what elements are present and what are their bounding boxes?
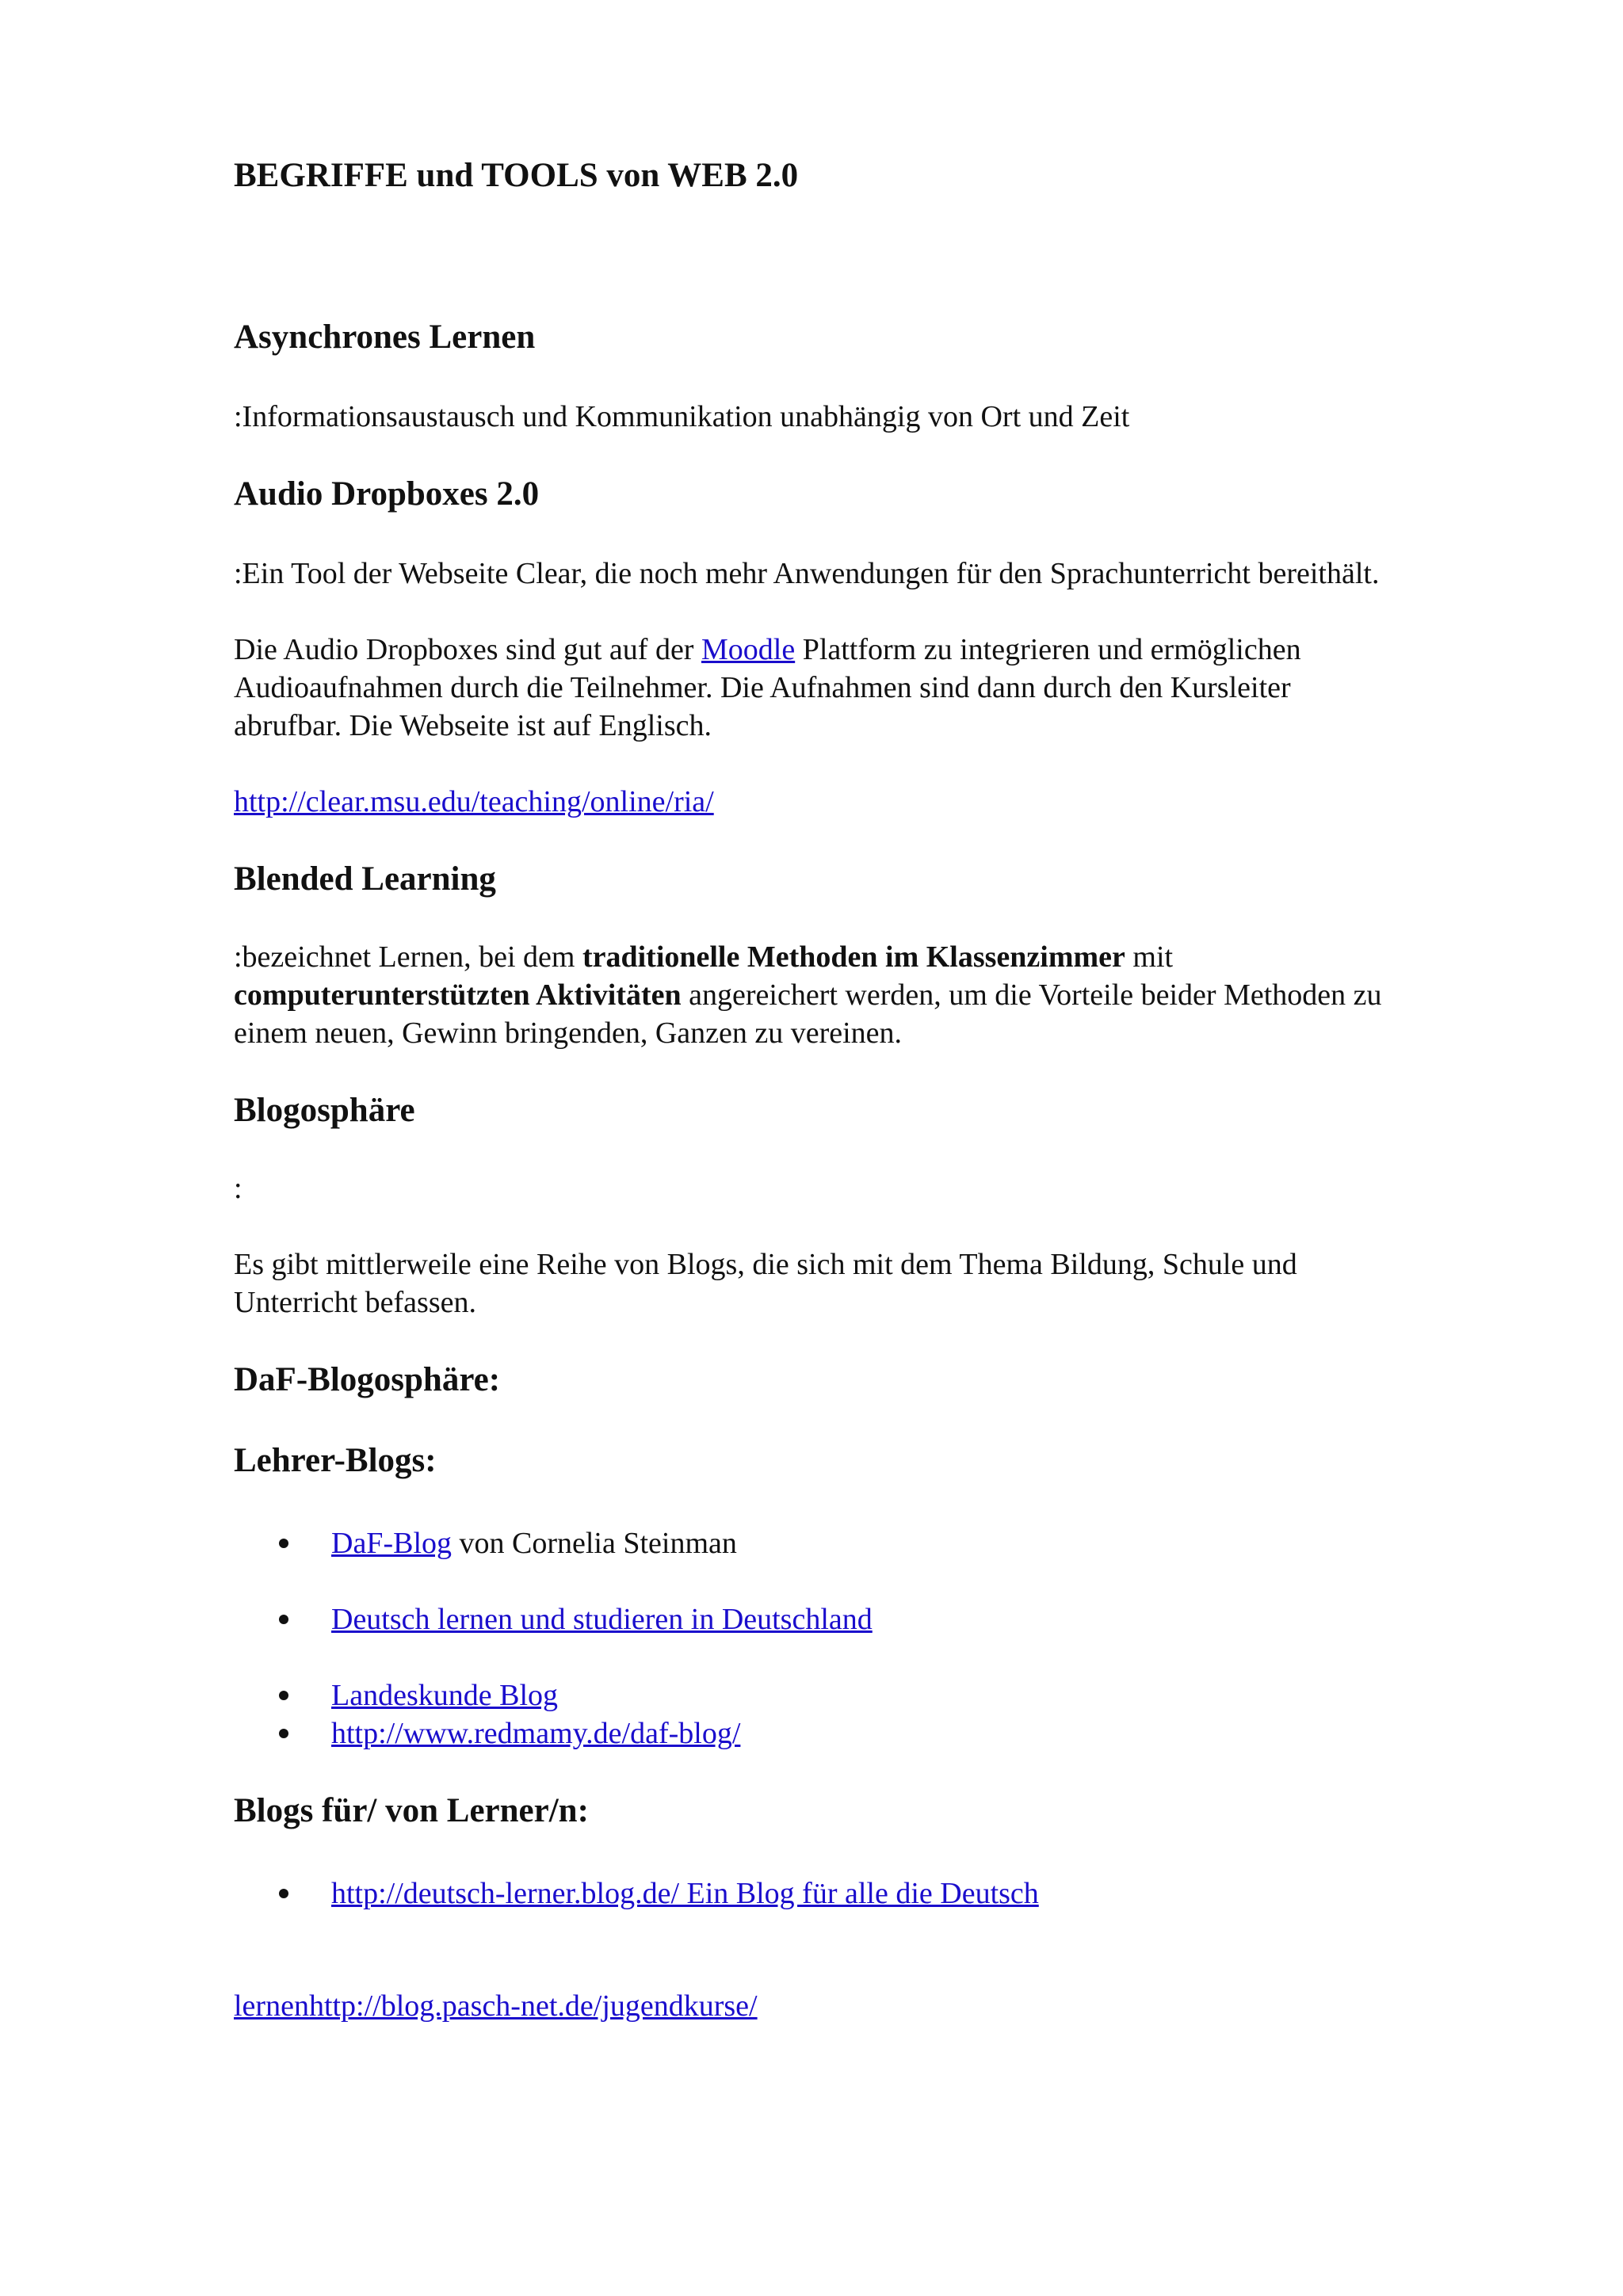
blended-line1 <box>234 938 1173 976</box>
heading-blogosphaere: Blogosphäre <box>234 1092 415 1129</box>
blended-line1-suffix: mit <box>1125 940 1174 974</box>
landeskunde-blog-link[interactable]: Landeskunde Blog <box>331 1679 559 1712</box>
heading-audio-dropboxes: Audio Dropboxes 2.0 <box>234 475 540 513</box>
daf-blog-link[interactable]: DaF-Blog <box>331 1527 452 1560</box>
blended-line2-bold: computerunterstützten Aktivitäten <box>234 978 682 1012</box>
redmamy-link[interactable]: http://www.redmamy.de/daf-blog/ <box>331 1717 741 1750</box>
daf-blog-author: von Cornelia Steinman <box>452 1527 737 1560</box>
heading-asynchrones-lernen: Asynchrones Lernen <box>234 318 536 356</box>
document-title: BEGRIFFE und TOOLS von WEB 2.0 <box>234 157 799 194</box>
heading-lerner-blogs: Blogs für/ von Lerner/n: <box>234 1792 589 1829</box>
blended-line2 <box>234 976 1382 1014</box>
bullet-icon <box>279 1691 288 1700</box>
blogosphaere-line1: Es gibt mittlerweile eine Reihe von Blogs, die sich mit dem Thema Bildung, Schule und <box>234 1248 1297 1281</box>
pasch-net-link[interactable]: lernenhttp://blog.pasch-net.de/jugendkurse/ <box>234 1989 758 2023</box>
paragraph-audio-prefix: Die Audio Dropboxes sind gut auf der <box>234 633 701 666</box>
deutsch-lernen-link[interactable]: Deutsch lernen und studieren in Deutschland <box>331 1603 873 1636</box>
paragraph-audio-line3: abrufbar. Die Webseite ist auf Englisch. <box>234 709 712 742</box>
list-item-deutsch-lernen <box>331 1600 873 1638</box>
heading-daf-blogosphaere: DaF-Blogosphäre: <box>234 1361 501 1398</box>
definition-asynchrones-lernen: :Informationsaustausch und Kommunikation unabhängig von Ort und Zeit <box>234 400 1130 433</box>
list-item-daf-blog <box>331 1524 737 1562</box>
list-item-landeskunde <box>331 1676 558 1714</box>
trailing-link-line <box>234 1987 758 2025</box>
list-item-deutsch-lerner <box>331 1875 1039 1913</box>
bullet-icon <box>279 1615 288 1624</box>
paragraph-audio-suffix: Plattform zu integrieren und ermöglichen <box>795 633 1301 666</box>
paragraph-audio-line1 <box>234 631 1301 669</box>
clear-msu-link[interactable]: http://clear.msu.edu/teaching/online/ria/ <box>234 785 714 818</box>
blogosphaere-line2: Unterricht befassen. <box>234 1286 476 1319</box>
blended-line2-suffix: angereichert werden, um die Vorteile beider Methoden zu <box>681 978 1382 1012</box>
bullet-icon <box>279 1729 288 1738</box>
blended-line1-prefix: :bezeichnet Lernen, bei dem <box>234 940 582 974</box>
paragraph-audio-line2: Audioaufnahmen durch die Teilnehmer. Die Aufnahmen sind dann durch den Kursleiter <box>234 671 1291 704</box>
bullet-icon <box>279 1539 288 1548</box>
definition-audio-dropboxes: :Ein Tool der Webseite Clear, die noch mehr Anwendungen für den Sprachunterricht bereithält. <box>234 557 1380 590</box>
audio-url-line <box>234 783 714 821</box>
bullet-icon <box>279 1889 288 1898</box>
deutsch-lerner-link[interactable]: http://deutsch-lerner.blog.de/ Ein Blog für alle die Deutsch <box>331 1877 1039 1910</box>
moodle-link[interactable]: Moodle <box>701 633 796 666</box>
heading-blended-learning: Blended Learning <box>234 860 496 898</box>
blogosphaere-colon: : <box>234 1172 242 1205</box>
heading-lehrer-blogs: Lehrer-Blogs: <box>234 1442 437 1479</box>
blended-line1-bold: traditionelle Methoden im Klassenzimmer <box>582 940 1125 974</box>
list-item-redmamy <box>331 1714 740 1753</box>
blended-line3: einem neuen, Gewinn bringenden, Ganzen zu vereinen. <box>234 1016 903 1050</box>
